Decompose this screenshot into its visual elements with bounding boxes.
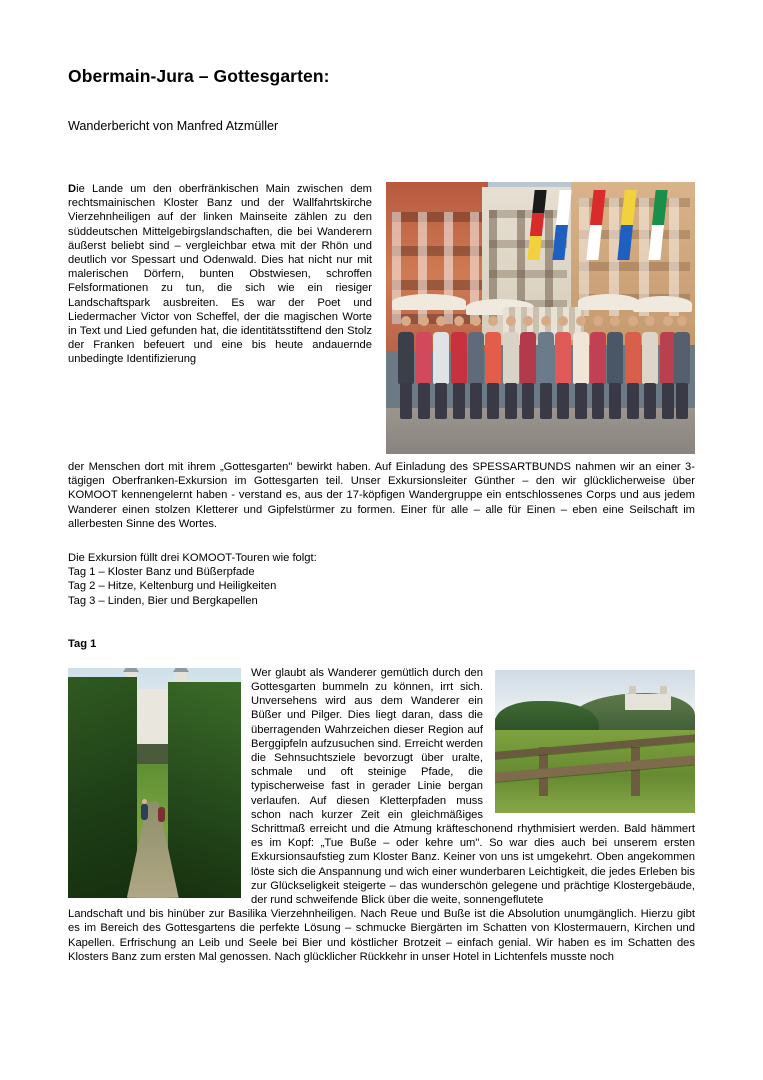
trees-left xyxy=(68,677,137,898)
day1-paragraph-a: Wer glaubt als Wanderer gemütlich durch den Gottesgarten bummeln zu können, irrt sich. Unversehens wird aus dem Wanderer ein Büßer und Pilger. Dies liegt daran, dass die überragenden Wahrzeichen dieser Region auf Berggipfeln aufzusuchen sind. Erreicht werden die Sehnsuchtsziele bevorzugt über uralte, schmale und oft steinige Pfade, die typischerweise fast in gerader Linie bergan verlaufen. Auf diesen Kletterpfaden muss schon nach kurzer Zeit ein gleichmäßiges Schrittmaß erreicht und die Atmung kräfteschonend rhythmisiert werden. Bald hämmert es im Kopf: „Tue Buße – oder kehre um". So war dies auch bei unserem ersten Exkursionsaufstieg zum Kloster Banz. Keiner von uns ist umgekehrt. Oben angekommen löste sich die Anspannung und wich einer wunderbaren Leichtigkeit, die jedes Erleben bis zur Glückseligkeit steigerte – das wunderschön gelegene und prächtige Klostergebäude, der rund schweifende Blick über die weite, sonnengeflutete xyxy=(251,666,695,907)
hiker-figure xyxy=(158,807,165,822)
document-subtitle: Wanderbericht von Manfred Atzmüller xyxy=(68,119,279,133)
day1-section xyxy=(68,666,695,964)
umbrella-icon xyxy=(392,294,466,310)
umbrella-icon xyxy=(578,294,640,310)
page-title: Obermain-Jura – Gottesgarten: xyxy=(68,66,330,86)
monastery-building xyxy=(625,694,671,710)
document-content xyxy=(68,66,695,964)
tours-intro: Die Exkursion füllt drei KOMOOT-Touren wie folgt: xyxy=(68,552,317,565)
intro-continued-paragraph: der Menschen dort mit ihrem „Gottesgarten" bewirkt haben. Auf Einladung des SPESSARTBUNDS nahmen wir an einer 3-tägigen Oberfranken-Exkursion im Gottesgarten teil. Unser Exkursionsleiter Günther – den wir glücklicherweise über KOMOOT kennengelernt haben - verstand es, aus der 17-köpfigen Wandergruppe ein entschlossenes Corps und aus jedem Wanderer einen stolzen Kletterer und Gipfelstürmer zu formen. Einer für alle – alle für Einen – eben eine Seilschaft im allerbesten Sinne des Wortes. xyxy=(68,461,695,530)
tour-item: Tag 3 – Linden, Bier und Bergkapellen xyxy=(68,594,258,607)
fence-post xyxy=(631,747,640,796)
hiker-figure xyxy=(141,804,148,820)
hiker-group xyxy=(398,310,688,419)
monastery-meadow-image xyxy=(495,670,695,813)
tour-item: Tag 1 – Kloster Banz und Büßerpfade xyxy=(68,566,255,579)
intro-drop-cap: D xyxy=(68,183,77,195)
trees-right xyxy=(168,682,241,898)
tours-list xyxy=(68,551,695,608)
forest-path-image xyxy=(68,668,241,898)
intro-section xyxy=(68,182,695,367)
intro-paragraph-text: ie Lande um den oberfränkischen Main zwischen dem rechtsmainischen Kloster Banz und der Wallfahrtskirche Vierzehnheiligen auf der linken Mainseite zählen zu den süddeutschen Mittelgebirgslandschaften, die bei Wanderern äußerst beliebt sind – vergleichbar etwa mit der Rhön und deutlich vor Spessart und Odenwald. Dies hat nicht nur mit malerischen Dörfern, bunten Obstwiesen, schroffen Felsformationen zu tun, die sich wie ein riesiger Landschaftspark ausbreiten. Es war der Poet und Liedermacher Victor von Scheffel, der die magischen Worte in Text und Lied gefunden hat, die identitätsstiftend den Stolz der Franken befeuert und eine bis heute andauernde unbedingte Identifizierung xyxy=(68,183,372,366)
day1-heading: Tag 1 xyxy=(68,637,97,650)
hero-image xyxy=(386,182,695,454)
day1-paragraph-b: Landschaft und bis hinüber zur Basilika Vierzehnheiligen. Nach Reue und Buße ist die Absolution unumgänglich. Hierzu gibt es im Bereich des Gottesgartens die perfekte Lösung – schmucke Biergärten im Schatten von Klostermauern, Kirchen und Kapellen. Erfrischung an Leib und Seele bei Bier und köstlicher Brotzeit – einfach genial. Wir haben es im Schatten des Klosters Banz zum ersten Mal genossen. Nach glücklicher Rückkehr in unser Hotel in Lichtenfels musste noch xyxy=(68,908,695,963)
tour-item: Tag 2 – Hitze, Keltenburg und Heiligkeiten xyxy=(68,580,277,593)
